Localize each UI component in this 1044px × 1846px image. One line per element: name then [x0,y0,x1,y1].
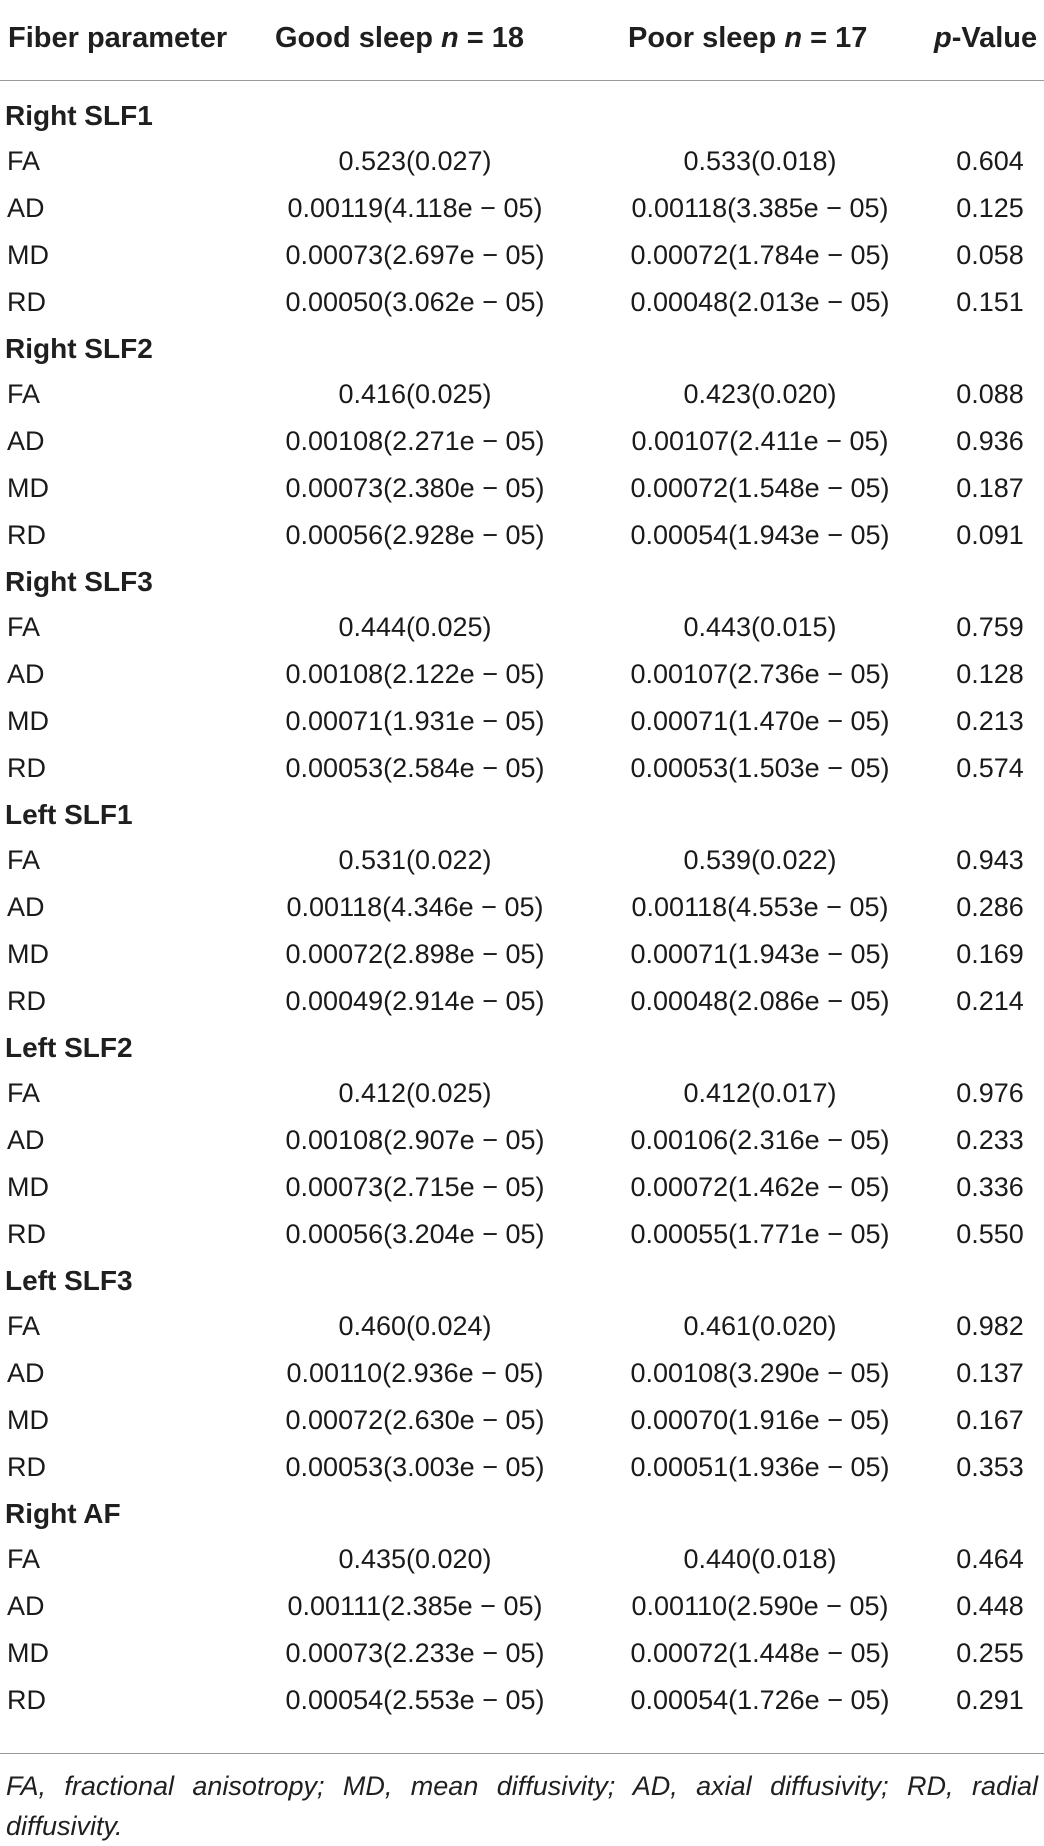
table-row [0,1070,1044,1117]
cell-p-value: 0.187 [956,473,1024,503]
cell-poor-sleep: 0.423(0.020) [683,379,837,409]
cell-good-sleep: 0.444(0.025) [338,612,492,642]
header-p-value [934,22,1037,55]
table-row [0,418,1044,465]
cell-p-value: 0.169 [956,939,1024,969]
cell-poor-sleep: 0.440(0.018) [683,1544,837,1574]
cell-poor-sleep: 0.00107(2.736e − 05) [630,659,890,689]
cell-poor-sleep: 0.00048(2.086e − 05) [630,986,890,1016]
table-row [0,138,1044,185]
table-row [0,1677,1044,1724]
cell-p-value: 0.137 [956,1358,1024,1388]
cell-poor-sleep: 0.00070(1.916e − 05) [630,1405,890,1435]
cell-parameter: AD [7,892,45,922]
cell-p-value: 0.936 [956,426,1024,456]
cell-poor-sleep: 0.00054(1.943e − 05) [630,520,890,550]
cell-p-value: 0.574 [956,753,1024,783]
cell-parameter: MD [7,473,49,503]
cell-p-value: 0.255 [956,1638,1024,1668]
cell-good-sleep: 0.531(0.022) [338,845,492,875]
group-heading: Right SLF2 [5,333,153,364]
table-row [0,1350,1044,1397]
cell-poor-sleep: 0.00054(1.726e − 05) [630,1685,890,1715]
table-row [0,1536,1044,1583]
table-row [0,604,1044,651]
cell-parameter: AD [7,193,45,223]
table-row [0,1583,1044,1630]
header-good-n: n [440,22,459,54]
cell-good-sleep: 0.00054(2.553e − 05) [285,1685,545,1715]
group-heading: Left SLF2 [5,1032,133,1063]
cell-p-value: 0.291 [956,1685,1024,1715]
cell-poor-sleep: 0.00071(1.943e − 05) [630,939,890,969]
cell-good-sleep: 0.00053(2.584e − 05) [285,753,545,783]
table-row [0,698,1044,745]
cell-parameter: FA [7,1078,41,1108]
cell-poor-sleep: 0.443(0.015) [683,612,837,642]
table-row [0,1397,1044,1444]
cell-parameter: RD [7,753,46,783]
table-row [0,1117,1044,1164]
cell-poor-sleep: 0.00072(1.548e − 05) [630,473,890,503]
table-row [0,1444,1044,1491]
cell-good-sleep: 0.00049(2.914e − 05) [285,986,545,1016]
cell-good-sleep: 0.460(0.024) [338,1311,492,1341]
cell-poor-sleep: 0.00118(3.385e − 05) [631,193,889,223]
cell-p-value: 0.233 [956,1125,1024,1155]
cell-p-value: 0.464 [956,1544,1024,1574]
cell-p-value: 0.167 [956,1405,1024,1435]
cell-good-sleep: 0.00053(3.003e − 05) [285,1452,545,1482]
cell-p-value: 0.088 [956,379,1024,409]
header-fiber-parameter: Fiber parameter [8,22,228,54]
cell-poor-sleep: 0.00071(1.470e − 05) [630,706,890,736]
header-poor-n: n [784,22,803,54]
header-good-prefix: Good sleep [275,22,441,54]
table-body [0,93,1044,1724]
cell-poor-sleep: 0.00072(1.448e − 05) [630,1638,890,1668]
cell-good-sleep: 0.00050(3.062e − 05) [285,287,545,317]
cell-parameter: MD [7,939,49,969]
cell-parameter: FA [7,146,41,176]
cell-p-value: 0.550 [956,1219,1024,1249]
cell-good-sleep: 0.00111(2.385e − 05) [287,1591,543,1621]
cell-parameter: AD [7,426,45,456]
cell-poor-sleep: 0.461(0.020) [683,1311,837,1341]
table-row [0,1164,1044,1211]
cell-good-sleep: 0.00108(2.271e − 05) [285,426,545,456]
cell-good-sleep: 0.412(0.025) [338,1078,492,1108]
group-heading: Right AF [5,1498,121,1529]
cell-good-sleep: 0.00056(3.204e − 05) [285,1219,545,1249]
cell-p-value: 0.982 [956,1311,1024,1341]
footnote-text: FA, fractional anisotropy; MD, mean diffusivity; AD, axial diffusivity; RD, radial diffusivity. [6,1771,1038,1841]
cell-good-sleep: 0.00073(2.697e − 05) [285,240,545,270]
table-row [0,745,1044,792]
cell-good-sleep: 0.435(0.020) [338,1544,492,1574]
cell-parameter: FA [7,612,41,642]
cell-poor-sleep: 0.00072(1.462e − 05) [630,1172,890,1202]
cell-poor-sleep: 0.00108(3.290e − 05) [630,1358,890,1388]
cell-parameter: RD [7,1452,46,1482]
cell-parameter: RD [7,1219,46,1249]
cell-poor-sleep: 0.00055(1.771e − 05) [630,1219,890,1249]
cell-poor-sleep: 0.00048(2.013e − 05) [630,287,890,317]
cell-poor-sleep: 0.412(0.017) [683,1078,837,1108]
header-poor-sleep [628,22,867,55]
cell-good-sleep: 0.523(0.027) [338,146,492,176]
cell-parameter: FA [7,1544,41,1574]
table-row [0,512,1044,559]
table-row [0,185,1044,232]
cell-parameter: MD [7,240,49,270]
cell-parameter: MD [7,1172,49,1202]
cell-parameter: RD [7,1685,46,1715]
table-row [0,371,1044,418]
cell-good-sleep: 0.00056(2.928e − 05) [285,520,545,550]
header-good-suffix: = 18 [458,22,525,54]
cell-parameter: FA [7,379,41,409]
cell-p-value: 0.058 [956,240,1024,270]
table-row [0,884,1044,931]
cell-parameter: MD [7,706,49,736]
cell-parameter: RD [7,287,46,317]
cell-good-sleep: 0.00118(4.346e − 05) [286,892,544,922]
cell-parameter: MD [7,1405,49,1435]
header-poor-prefix: Poor sleep [628,22,785,54]
cell-poor-sleep: 0.00106(2.316e − 05) [630,1125,890,1155]
cell-good-sleep: 0.416(0.025) [338,379,492,409]
header-p-suffix: -Value [951,22,1038,54]
group-heading: Left SLF3 [5,1265,133,1296]
cell-poor-sleep: 0.00107(2.411e − 05) [631,426,889,456]
cell-good-sleep: 0.00072(2.898e − 05) [285,939,545,969]
cell-good-sleep: 0.00108(2.907e − 05) [285,1125,545,1155]
cell-parameter: RD [7,986,46,1016]
cell-p-value: 0.353 [956,1452,1024,1482]
cell-good-sleep: 0.00071(1.931e − 05) [285,706,545,736]
cell-poor-sleep: 0.00053(1.503e − 05) [630,753,890,783]
table-footnote [0,1753,1044,1846]
cell-parameter: AD [7,1358,45,1388]
cell-parameter: AD [7,659,45,689]
header-good-sleep [275,22,524,55]
cell-p-value: 0.976 [956,1078,1024,1108]
group-heading: Left SLF1 [5,799,133,830]
group-heading: Right SLF3 [5,566,153,597]
cell-parameter: RD [7,520,46,550]
group-heading: Right SLF1 [5,100,153,131]
cell-poor-sleep: 0.00110(2.590e − 05) [631,1591,889,1621]
cell-p-value: 0.759 [956,612,1024,642]
table-row [0,1303,1044,1350]
cell-p-value: 0.604 [956,146,1024,176]
table-row [0,465,1044,512]
header-p-italic: p [934,22,952,54]
cell-parameter: AD [7,1125,45,1155]
cell-good-sleep: 0.00108(2.122e − 05) [285,659,545,689]
cell-good-sleep: 0.00073(2.233e − 05) [285,1638,545,1668]
table-header [0,0,1044,81]
cell-p-value: 0.448 [956,1591,1024,1621]
table-row [0,1211,1044,1258]
table-row [0,279,1044,326]
cell-parameter: AD [7,1591,45,1621]
cell-poor-sleep: 0.539(0.022) [683,845,837,875]
table-row [0,837,1044,884]
cell-p-value: 0.336 [956,1172,1024,1202]
cell-good-sleep: 0.00073(2.715e − 05) [285,1172,545,1202]
cell-p-value: 0.943 [956,845,1024,875]
cell-poor-sleep: 0.00072(1.784e − 05) [630,240,890,270]
cell-parameter: FA [7,845,41,875]
cell-poor-sleep: 0.00051(1.936e − 05) [630,1452,890,1482]
cell-p-value: 0.151 [956,287,1024,317]
table-row [0,651,1044,698]
cell-poor-sleep: 0.00118(4.553e − 05) [631,892,889,922]
cell-p-value: 0.214 [956,986,1024,1016]
cell-good-sleep: 0.00072(2.630e − 05) [285,1405,545,1435]
cell-p-value: 0.286 [956,892,1024,922]
table-row [0,1630,1044,1677]
cell-p-value: 0.213 [956,706,1024,736]
cell-p-value: 0.128 [956,659,1024,689]
cell-good-sleep: 0.00110(2.936e − 05) [286,1358,544,1388]
table-row [0,232,1044,279]
cell-poor-sleep: 0.533(0.018) [683,146,837,176]
cell-parameter: FA [7,1311,41,1341]
table-row [0,978,1044,1025]
table-row [0,931,1044,978]
cell-good-sleep: 0.00119(4.118e − 05) [287,193,543,223]
cell-parameter: MD [7,1638,49,1668]
cell-good-sleep: 0.00073(2.380e − 05) [285,473,545,503]
cell-p-value: 0.091 [956,520,1024,550]
header-poor-suffix: = 17 [802,22,868,54]
cell-p-value: 0.125 [956,193,1024,223]
